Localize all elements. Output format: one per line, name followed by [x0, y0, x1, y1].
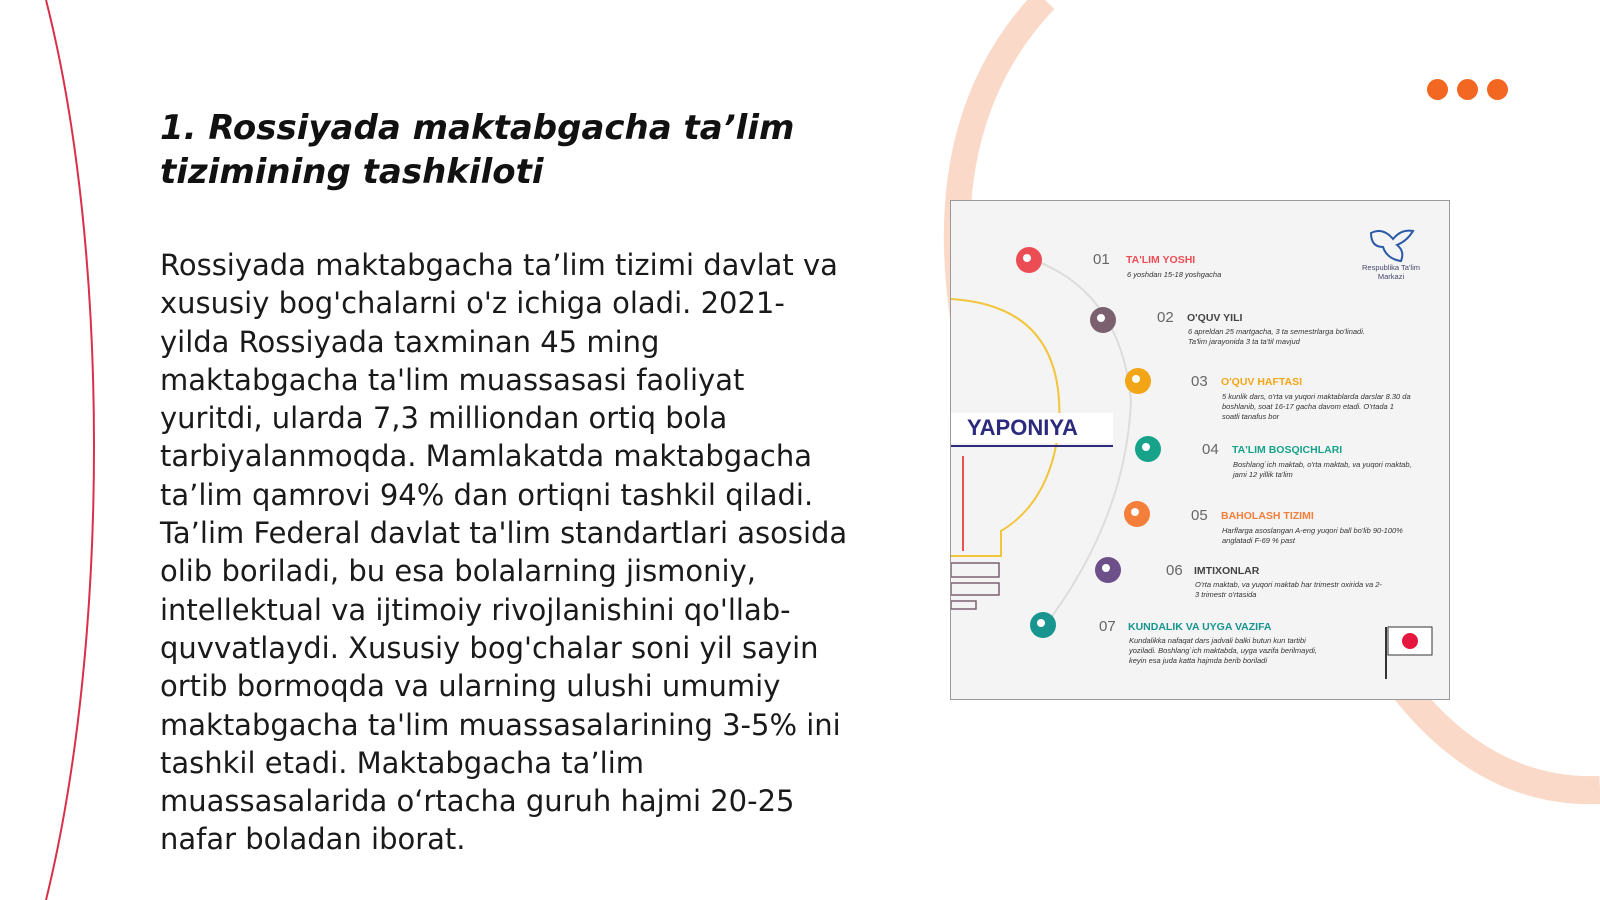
step-marker-icon [1135, 436, 1161, 462]
step-number: 07 [1099, 618, 1116, 635]
step-number: 04 [1202, 441, 1219, 458]
dot [1487, 79, 1508, 100]
step-description: O'rta maktab, va yuqori maktab har trimestr oxirida va 2-3 trimestr o'rtasida [1195, 580, 1382, 599]
step-marker-icon [1124, 501, 1150, 527]
slide-body-text: Rossiyada maktabgacha ta’lim tizimi davlat va xususiy bog'chalarni o'z ichiga oladi. 2021-yilda Rossiyada taxminan 45 ming maktabgacha ta'lim muassasasi faoliyat yuritdi, ularda 7,3 milliondan ortiq bola tarbiyalanmoqda. Mamlakatda maktabgacha ta’lim qamrovi 94% dan ortiqni tashkil qiladi. Ta’lim Federal davlat ta'lim standartlari asosida olib boriladi, bu esa bolalarning jismoniy, intellektual va ijtimoiy rivojlanishini qo'llab-quvvatlaydi. Xususiy bog'chalar soni yil sayin ortib bormoqda va ularning ulushi umumiy maktabgacha ta'lim muassasalarining 3-5% ini tashkil etadi. Maktabgacha ta’lim muassasalarida o‘rtacha guruh hajmi 20-25 nafar boladan iborat. [160, 248, 848, 857]
dot [1457, 79, 1478, 100]
step-marker-icon [1030, 612, 1056, 638]
step-description: 5 kunlik dars, o'rta va yuqori maktablarda darslar 8.30 da boshlanib, soat 16-17 gacha davom etadi. O'rtada 1 soatli tanafus bor [1222, 392, 1411, 421]
step-description: Boshlang`ich maktab, o'rta maktab, va yuqori maktab, jami 12 yillik ta'lim [1233, 460, 1412, 479]
step-description: 6 yoshdan 15-18 yoshgacha [1127, 270, 1222, 279]
step-title: KUNDALIK VA UYGA VAZIFA [1128, 621, 1272, 633]
step-title: IMTIXONLAR [1194, 565, 1260, 577]
slide-title: 1. Rossiyada maktabgacha ta’lim tizimining tashkiloti [160, 108, 795, 192]
step-description: Kundalikka nafaqat dars jadvali balki butun kun tartibi yoziladi. Boshlang`ich maktabda, uyga vazifa berilmaydi, keyin esa juda katta hajmda berib boriladi [1129, 636, 1318, 665]
step-title: TA'LIM YOSHI [1126, 254, 1196, 266]
japan-education-infographic [950, 200, 1450, 700]
step-number: 02 [1157, 309, 1174, 326]
step-marker-icon [1090, 307, 1116, 333]
step-title: TA'LIM BOSQICHLARI [1232, 444, 1343, 456]
step-title: O'QUV YILI [1187, 312, 1243, 324]
step-number: 01 [1093, 251, 1110, 268]
country-underline [951, 445, 1113, 447]
step-number: 03 [1191, 373, 1208, 390]
country-label: YAPONIYA [951, 413, 1113, 443]
step-marker-icon [1016, 247, 1042, 273]
step-marker-icon [1125, 368, 1151, 394]
step-number: 06 [1166, 562, 1183, 579]
logo-caption: Respublika Ta'lim Markazi [1362, 263, 1420, 281]
step-description: 6 apreldan 25 martgacha, 3 ta semestrlarga bo'linadi. Ta'lim jarayonida 3 ta ta'til mavjud [1188, 327, 1365, 346]
step-marker-icon [1095, 557, 1121, 583]
step-description: Harflarga asoslangan A-eng yuqori ball bo'lib 90-100% anglatadi F-69 % past [1222, 526, 1403, 545]
step-title: O'QUV HAFTASI [1221, 376, 1303, 388]
dot [1427, 79, 1448, 100]
step-title: BAHOLASH TIZIMI [1221, 510, 1314, 522]
decorative-dots [1427, 79, 1508, 101]
step-number: 05 [1191, 507, 1208, 524]
left-red-curve [46, 0, 94, 900]
